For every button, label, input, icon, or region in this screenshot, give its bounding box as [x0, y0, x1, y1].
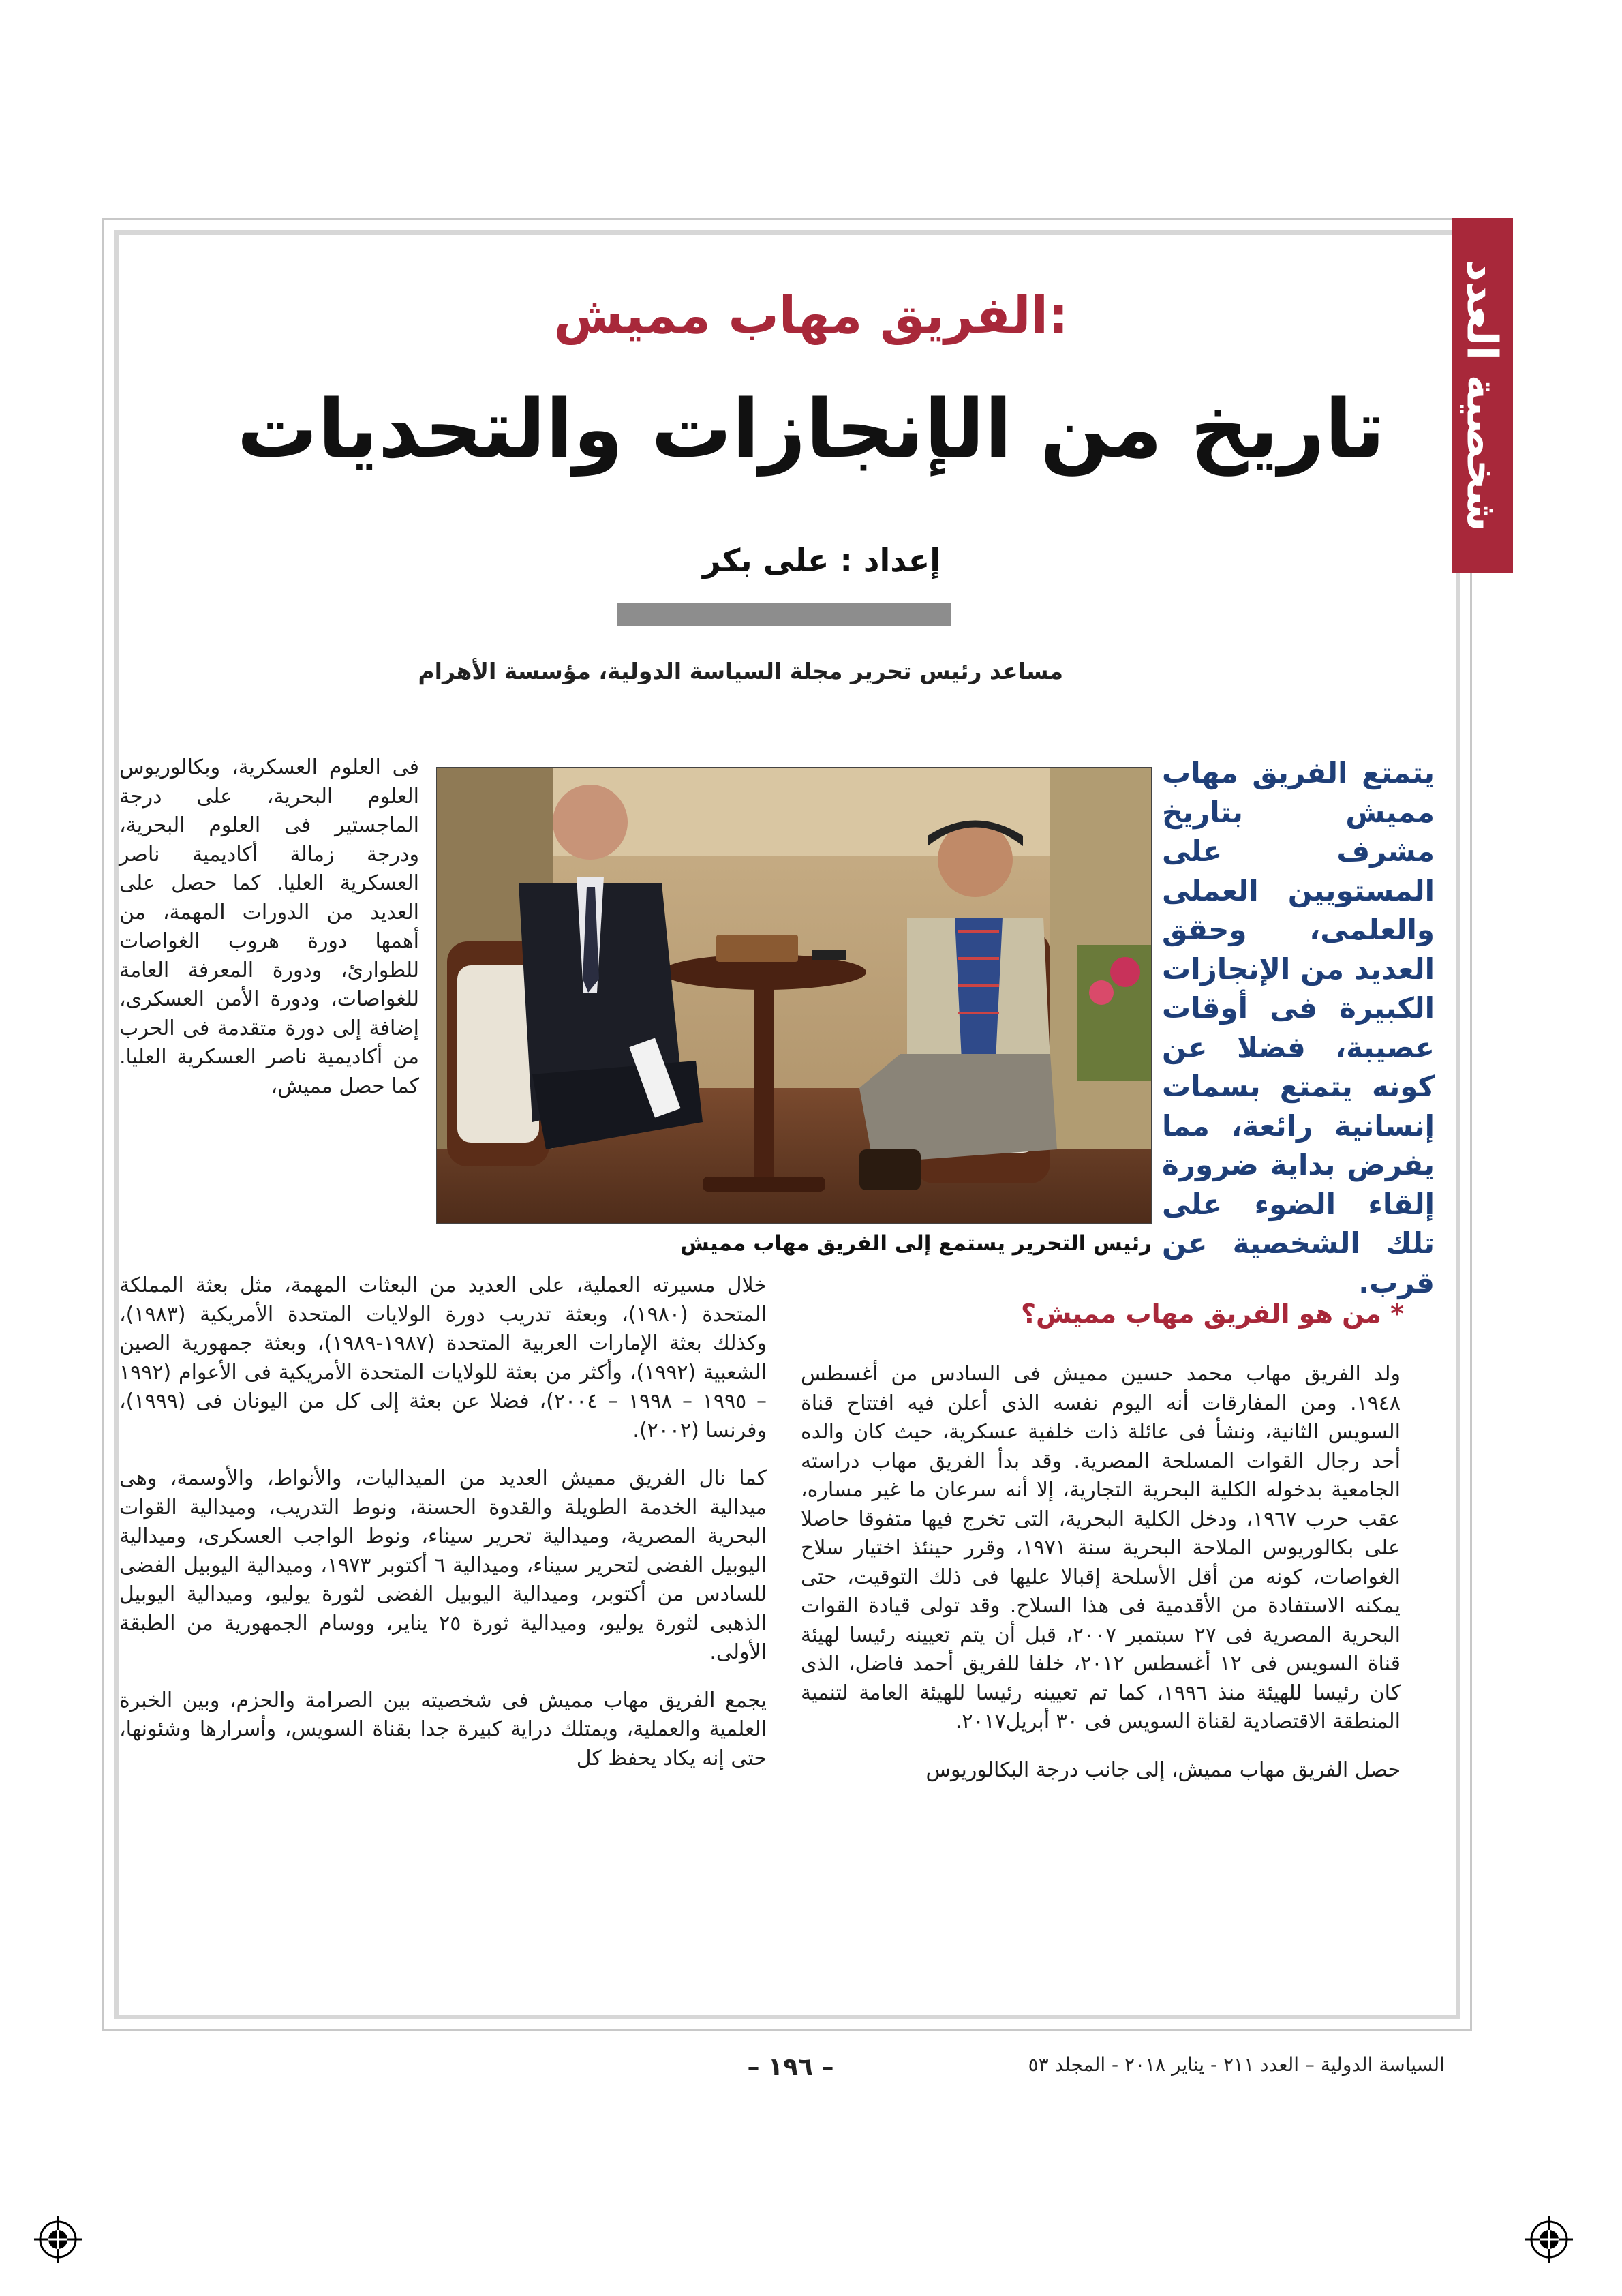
page-number: – ١٩٦ – — [747, 2053, 834, 2081]
section-heading: * من هو الفريق مهاب مميش؟ — [1020, 1299, 1404, 1329]
left-column-top — [119, 753, 419, 1101]
left-column — [119, 1271, 767, 1773]
author-byline: إعداد : على بكر — [703, 542, 940, 579]
left-column-top-text: فى العلوم العسكرية، وبكالوريوس العلوم البحرية، على درجة الماجستير فى العلوم البحرية، ودرجة زمالة أكاديمية ناصر العسكرية العليا. كما حصل على العديد من الدورات المهمة، من أهمها دورة هروب الغواصات للطوارئ، ودورة المعرفة العامة للغواصات، ودورة الأمن العسكرى، إضافة إلى دورة متقدمة فى الحرب من أكاديمية ناصر العسكرية العليا. كما حصل مميش، — [119, 755, 419, 1098]
left-column-paragraph-3: يجمع الفريق مهاب مميش فى شخصيته بين الصرامة والحزم، وبين الخبرة العلمية والعملية، ويمتلك دراية كبيرة جدا بقناة السويس، وأسرارها وشئونها، حتى إنه يكاد يحفظ كل — [119, 1688, 767, 1770]
author-title: مساعد رئيس تحرير مجلة السياسة الدولية، مؤسسة الأهرام — [418, 658, 1063, 684]
byline-divider — [617, 603, 951, 626]
article-headline: تاريخ من الإنجازات والتحديات — [236, 382, 1386, 476]
left-column-paragraph-1: خلال مسيرته العملية، على العديد من البعثات المهمة، مثل بعثة المملكة المتحدة (١٩٨٠)، وبعثة تدريب دورة الولايات المتحدة الأمريكية (١٩٨٣)، وكذلك بعثة الإمارات العربية المتحدة (١٩٨٧-١٩٨٩)، وبعثة جمهورية الصين الشعبية (١٩٩٢)، وأكثر من بعثة للولايات المتحدة الأمريكية فى الأعوام (١٩٩٢ – ١٩٩٥ – ١٩٩٨ – ٢٠٠٤)، فضلا عن بعثة إلى كل من اليونان فى (١٩٩٩)، وفرنسا (٢٠٠٢). — [119, 1273, 767, 1442]
publication-info: السياسة الدولية – العدد ٢١١ - يناير ٢٠١٨ - المجلد ٥٣ — [1028, 2053, 1445, 2076]
photo-illustration — [437, 768, 1152, 1224]
left-column-paragraph-2: كما نال الفريق مميش العديد من الميداليات، والأنواط، والأوسمة، وهى ميدالية الخدمة الطويلة والقدوة الحسنة، ونوط التدريب، وميدالية القوات البحرية المصرية، وميدالية تحرير سيناء، ونوط الواجب العسكرى، وميدالية اليوبيل الفضى لتحرير سيناء، وميدالية ٦ أكتوبر ١٩٧٣، وميدالية اليوبيل الفضى للسادس من أكتوبر، وميدالية اليوبيل الفضى لثورة يوليو، وميدالية اليوبيل الذهبى لثورة يوليو، وميدالية ثورة ٢٥ يناير، ووسام الجمهورية من الطبقة الأولى. — [119, 1466, 767, 1664]
registration-mark-icon — [1525, 2216, 1573, 2263]
right-column — [801, 1360, 1401, 1785]
registration-mark-icon — [34, 2216, 82, 2263]
section-tab — [1452, 218, 1513, 573]
lead-paragraph: يتمتع الفريق مهاب مميش بتاريخ مشرف على المستويين العملى والعلمى، وحقق العديد من الإنجازات الكبيرة فى أوقات عصيبة، فضلا عن كونه يتمتع بسمات إنسانية رائعة، مما يفرض بداية ضرورة إلقاء الضوء على تلك الشخصية عن قرب. — [1162, 756, 1435, 1299]
right-column-paragraph-2: حصل الفريق مهاب مميش، إلى جانب درجة البكالوريوس — [925, 1757, 1401, 1782]
photo-caption: رئيس التحرير يستمع إلى الفريق مهاب مميش — [680, 1231, 1152, 1256]
right-column-paragraph-1: ولد الفريق مهاب محمد حسين مميش فى السادس من أغسطس ١٩٤٨. ومن المفارقات أنه اليوم نفسه الذى أعلن فيه افتتاح قناة السويس الثانية، ونشأ فى عائلة ذات خلفية عسكرية، حيث كان والده أحد رجال القوات المسلحة المصرية. وقد بدأ الفريق مهاب دراسته الجامعية بدخوله الكلية البحرية التجارية، إلا أنه سرعان ما غير مساره، عقب حرب ١٩٦٧، ودخل الكلية البحرية، التى تخرج فيها متفوقا حاصلا على بكالوريوس الملاحة البحرية سنة ١٩٧١، وقرر حينئذ اختيار سلاح الغواصات، كونه من أقل الأسلحة إقبالا عليها فى ذلك التوقيت، حتى يمكنه الاستفادة من الأقدمية فى هذا السلاح. وقد تولى قيادة القوات البحرية المصرية فى ٢٧ سبتمبر ٢٠٠٧، قبل أن يتم تعيينه رئيسا لهيئة قناة السويس فى ١٢ أغسطس ٢٠١٢، خلفا للفريق أحمد فاضل، الذى كان رئيسا للهيئة منذ ١٩٩٦، كما تم تعيينه رئيسا للهيئة العامة لتنمية المنطقة الاقتصادية لقناة السويس فى ٣٠ أبريل٢٠١٧. — [801, 1362, 1401, 1734]
article-kicker: الفريق مهاب مميش: — [553, 286, 1069, 345]
article-photo — [436, 767, 1152, 1224]
section-tab-label: شخصية العدد — [1457, 259, 1508, 532]
